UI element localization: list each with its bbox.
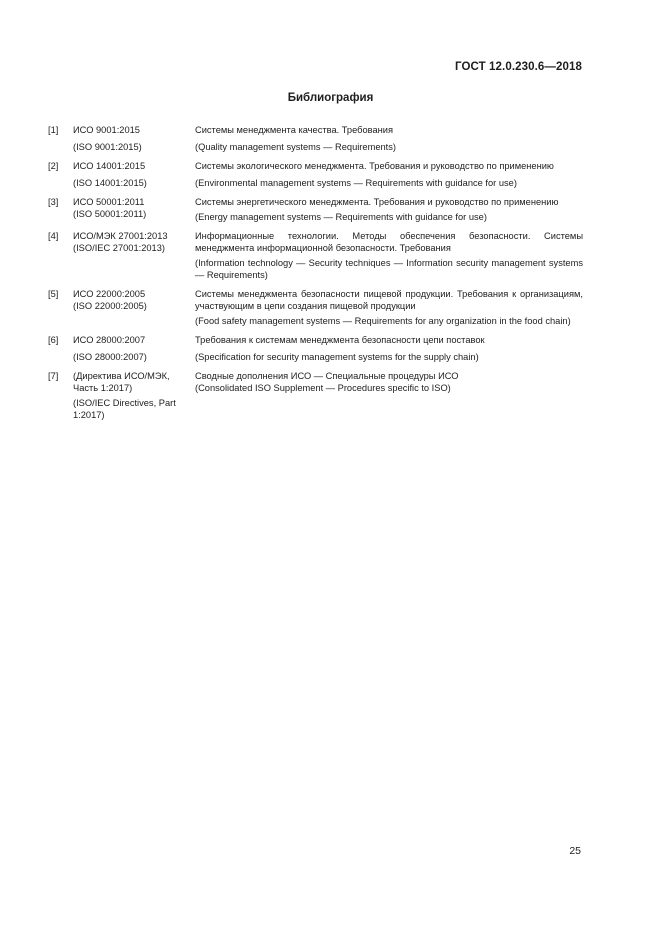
entry-ref: (ISO 28000:2007): [73, 352, 147, 362]
entry-description: [195, 230, 583, 281]
entry-number: [3]: [48, 197, 59, 207]
entry-description: [195, 288, 583, 327]
entry-title-ru: Информационные технологии. Методы обеспечения безопасности. Системы менеджмента информационной безопасности. Требования: [195, 231, 583, 253]
entry-ref: ИСО 14001:2015: [73, 161, 146, 171]
entry-title-en: (Quality management systems — Requirements): [195, 142, 396, 152]
bibliography-entry: [48, 370, 583, 421]
entry-description: [195, 124, 583, 153]
entry-description: [195, 334, 583, 363]
entry-ref: (ISO 14001:2015): [73, 178, 147, 188]
entry-ref: ИСО/МЭК 27001:2013: [73, 231, 168, 241]
entry-description: [195, 370, 583, 421]
bibliography-entry: [48, 160, 583, 189]
entry-ref: ИСО 9001:2015: [73, 125, 140, 135]
entry-title-en: (Food safety management systems — Requirements for any organization in the food chain): [195, 316, 571, 326]
entry-references: [73, 334, 195, 363]
entry-references: [73, 370, 195, 421]
entry-references: [73, 124, 195, 153]
entry-number: [6]: [48, 335, 59, 345]
document-code: ГОСТ 12.0.230.6—2018: [455, 61, 582, 73]
page-number: 25: [569, 845, 581, 857]
entry-references: [73, 196, 195, 223]
entry-number: [7]: [48, 371, 59, 381]
entry-references: [73, 230, 195, 281]
entry-title-ru: Системы менеджмента качества. Требования: [195, 125, 394, 135]
entry-description: [195, 196, 583, 223]
bibliography-entry: [48, 288, 583, 327]
entry-ref: (ISO/IEC 27001:2013): [73, 243, 165, 253]
entry-title-en: (Information technology — Security techniques — Information security management systems — Requirements): [195, 258, 583, 280]
bibliography-entry: [48, 196, 583, 223]
entry-number: [1]: [48, 125, 59, 135]
entry-title-ru: Системы экологического менеджмента. Требования и руководство по применению: [195, 161, 554, 171]
bibliography-entry: [48, 124, 583, 153]
entry-ref: (ISO 9001:2015): [73, 142, 142, 152]
entry-title-ru: Сводные дополнения ИСО — Специальные процедуры ИСО: [195, 371, 459, 381]
entry-ref: ИСО 50001:2011: [73, 197, 145, 207]
entry-description: [195, 160, 583, 189]
entry-title-en: (Environmental management systems — Requirements with guidance for use): [195, 178, 517, 188]
entry-title-en: (Consolidated ISO Supplement — Procedures specific to ISO): [195, 383, 451, 393]
entry-ref: ИСО 28000:2007: [73, 335, 146, 345]
entry-number: [4]: [48, 231, 59, 241]
entry-title-en: (Energy management systems — Requirements with guidance for use): [195, 212, 487, 222]
entry-references: [73, 160, 195, 189]
entry-ref: (ISO/IEC Directives, Part 1:2017): [73, 398, 176, 420]
entry-title-ru: Системы энергетического менеджмента. Требования и руководство по применению: [195, 197, 559, 207]
bibliography-list: [48, 124, 583, 428]
entry-ref: (Директива ИСО/МЭК, Часть 1:2017): [73, 371, 170, 393]
entry-number: [2]: [48, 161, 59, 171]
entry-title-ru: Системы менеджмента безопасности пищевой продукции. Требования к организациям, участвующим в цепи создания пищевой продукции: [195, 289, 583, 311]
entry-ref: ИСО 22000:2005: [73, 289, 146, 299]
bibliography-entry: [48, 334, 583, 363]
entry-references: [73, 288, 195, 327]
entry-title-ru: Требования к системам менеджмента безопасности цепи поставок: [195, 335, 485, 345]
section-title: Библиография: [287, 92, 374, 104]
entry-ref: (ISO 50001:2011): [73, 209, 147, 219]
entry-ref: (ISO 22000:2005): [73, 301, 147, 311]
entry-number: [5]: [48, 289, 59, 299]
bibliography-entry: [48, 230, 583, 281]
entry-title-en: (Specification for security management systems for the supply chain): [195, 352, 479, 362]
